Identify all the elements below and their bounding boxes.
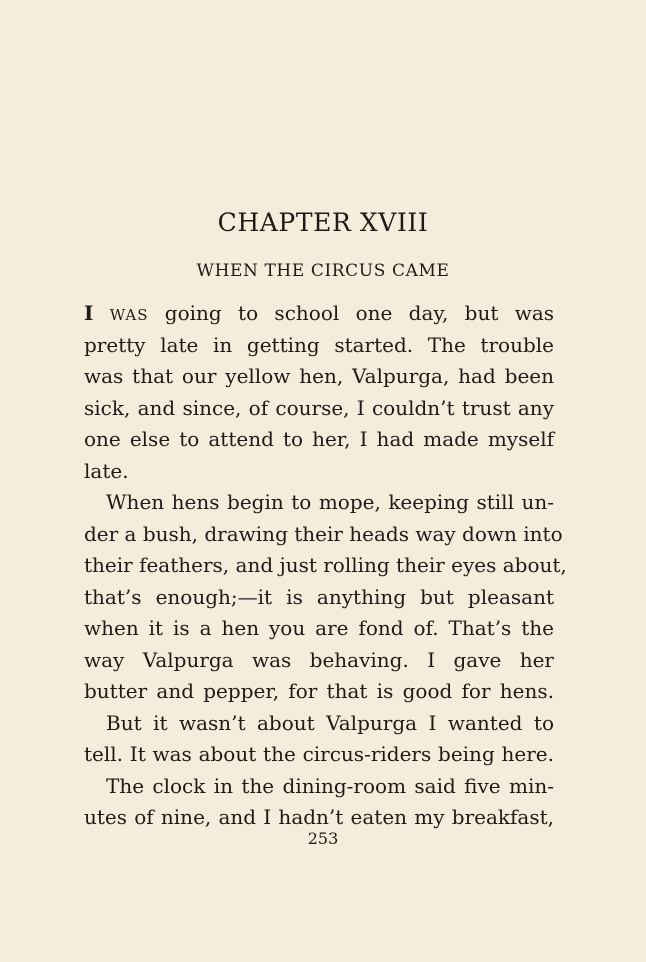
text-line: one else to attend to her, I had made myself: [84, 427, 554, 451]
initial-letter: I: [84, 301, 94, 325]
text-line: was that our yellow hen, Valpurga, had been: [84, 364, 554, 388]
text-line: tell. It was about the circus-riders being here.: [84, 742, 554, 766]
text-line: that’s enough;—it is anything but pleasant: [84, 584, 554, 609]
text-line: late.: [84, 458, 129, 483]
text-line: But it wasn’t about Valpurga I wanted to: [106, 710, 554, 735]
text-line: When hens begin to mope, keeping still un-: [106, 490, 554, 514]
text-line: butter and pepper, for that is good for hens.: [84, 679, 554, 703]
text-line: [84, 298, 554, 330]
chapter-subtitle: WHEN THE CIRCUS CAME: [196, 261, 450, 281]
text-line: when it is a hen you are fond of. That’s the: [84, 616, 554, 640]
chapter-title: CHAPTER XVIII: [217, 208, 429, 237]
text-line: utes of nine, and I hadn’t eaten my breakfast,: [84, 805, 554, 829]
text-line: der a bush, drawing their heads way down into: [84, 521, 563, 546]
body-text: [84, 298, 567, 834]
text-line-rest: going to school one day, but was: [164, 301, 555, 325]
text-line: The clock in the dining-room said five min-: [106, 773, 554, 798]
text-line: pretty late in getting started. The trouble: [84, 332, 554, 357]
text-line: their feathers, and just rolling their eyes about,: [84, 553, 567, 577]
text-line: way Valpurga was behaving. I gave her: [84, 647, 554, 672]
text-line: sick, and since, of course, I couldn’t trust any: [84, 395, 554, 420]
small-caps-word: WAS: [109, 306, 149, 324]
page-number: 253: [307, 829, 339, 848]
